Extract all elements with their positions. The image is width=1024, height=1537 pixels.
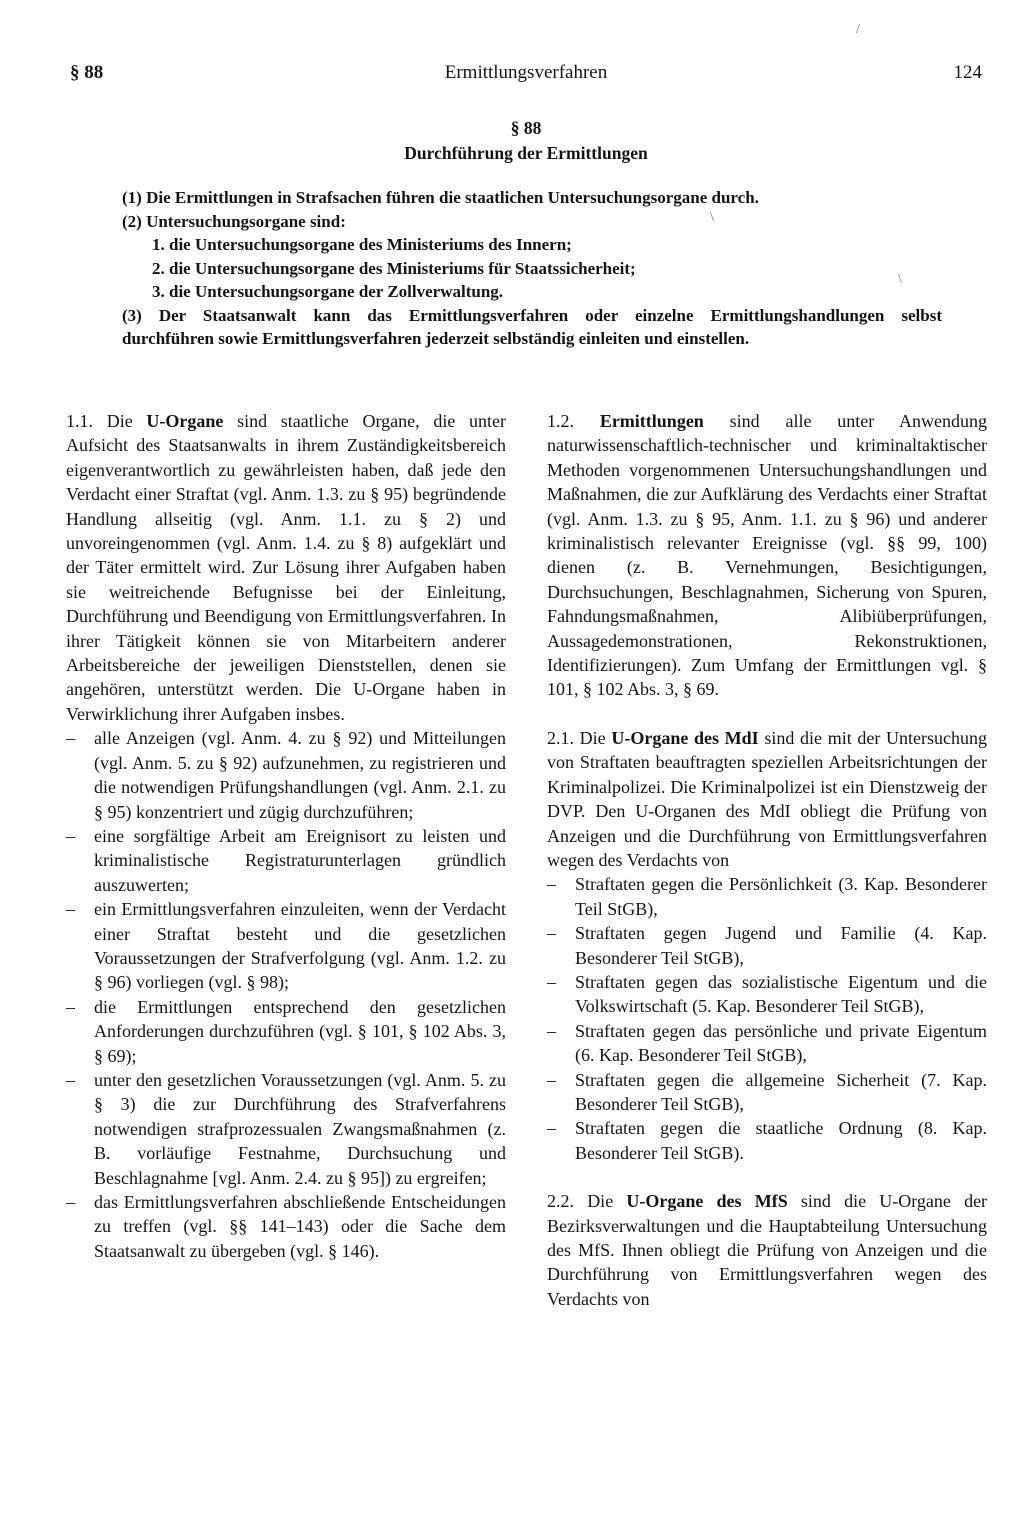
- annotation-term: U-Organe: [146, 411, 224, 431]
- dash-icon: –: [547, 1118, 556, 1139]
- dash-icon: –: [547, 874, 556, 895]
- list-item: – ein Ermittlungsverfahren einzuleiten, wenn der Verdacht einer Straftat besteht und die gesetzlichen Voraussetzungen der Strafverfolgung (vgl. Anm. 1.2. zu § 96) vorliegen (vgl. § 98);: [66, 899, 506, 993]
- dash-icon: –: [547, 923, 556, 944]
- dash-icon: –: [66, 899, 75, 920]
- statute-paragraph-3-line-2: durchführen sowie Ermittlungsverfahren jederzeit selbständig einleiten und einstellen.: [122, 329, 750, 348]
- dash-icon: –: [66, 1069, 75, 1090]
- annotation-2-1: [547, 726, 987, 872]
- list-item: – das Ermittlungsverfahren abschließende Entscheidungen zu treffen (vgl. §§ 141–143) oder die Sache dem Staatsanwalt zu übergeben (vgl. § 146).: [66, 1192, 506, 1261]
- list-item: – Straftaten gegen das persönliche und private Eigentum (6. Kap. Besonderer Teil StGB),: [547, 1020, 987, 1066]
- list-item: – Straftaten gegen die Persönlichkeit (3. Kap. Besonderer Teil StGB),: [547, 874, 987, 919]
- statute-number: § 88: [510, 118, 542, 138]
- scan-mark: /: [856, 22, 860, 37]
- list-item: – Straftaten gegen die allgemeine Sicherheit (7. Kap. Besonderer Teil StGB),: [547, 1069, 987, 1114]
- list-item: – eine sorgfältige Arbeit am Ereignisort zu leisten und kriminalistische Registraturunterlagen gründlich auszuwerten;: [66, 825, 506, 895]
- dash-icon: –: [66, 825, 75, 846]
- annotation-text: sind die U-Organe der Bezirksverwaltungen und die Hauptabteilung Untersuchung des MfS. Ihnen obliegt die Prüfung von Anzeigen und die Durchführung von Ermittlungsverfahren wegen des Verdachts von: [547, 1191, 988, 1309]
- dash-icon: –: [547, 1020, 556, 1041]
- running-header: [70, 62, 982, 88]
- offences-list: [547, 872, 987, 1165]
- annotation-intro: Die: [106, 411, 133, 431]
- annotation-intro: Die: [587, 1191, 614, 1212]
- list-item: – Straftaten gegen Jugend und Familie (4. Kap. Besonderer Teil StGB),: [547, 923, 987, 968]
- dash-icon: –: [547, 1069, 556, 1090]
- annotation-number: 1.2.: [547, 411, 574, 431]
- commentary-left-column: [66, 409, 506, 1263]
- statute-paragraph-3-line-1: (3) Der Staatsanwalt kann das Ermittlungsverfahren oder einzelne Ermittlungshandlungen selbst: [122, 305, 942, 325]
- statute-text: [122, 186, 942, 351]
- statute-title: Durchführung der Ermittlungen: [404, 143, 648, 163]
- statute-heading: [70, 116, 982, 166]
- statute-paragraph-1: (1) Die Ermittlungen in Strafsachen führen die staatlichen Untersuchungsorgane durch.: [122, 188, 759, 207]
- dash-icon: –: [66, 728, 75, 749]
- annotation-term: Ermittlungen: [599, 411, 704, 431]
- header-section-number: § 88: [70, 62, 104, 83]
- header-chapter-title: Ermittlungsverfahren: [444, 62, 608, 83]
- commentary-right-column: [547, 409, 987, 1311]
- list-item: – Straftaten gegen die staatliche Ordnung (8. Kap. Besonderer Teil StGB).: [547, 1118, 987, 1163]
- statute-paragraph-2: (2) Untersuchungsorgane sind:: [122, 211, 346, 231]
- page-number: 124: [953, 62, 982, 83]
- annotation-text: sind staatliche Organe, die unter Aufsicht des Staatsanwalts in ihrem Zuständigkeitsbereich eigenverantwortlich zu gewährleisten haben, daß jede den Verdacht einer Straftat (vgl. Anm. 1.3. zu § 95) begründende Handlung allseitig (vgl. Anm. 1.1. zu § 2) und unvoreingenommen (vgl. Anm. 1.4. zu § 8) aufgeklärt und der Täter ermittelt wird. Zur Lösung ihrer Aufgaben haben sie weitreichende Befugnisse bei der Einleitung, Durchführung und Beendigung von Ermittlungsverfahren. In ihrer Tätigkeit können sie von Mitarbeitern anderer Arbeitsbereiche der jeweiligen Dienststellen, denen sie angehören, unterstützt werden. Die U-Organe haben in Verwirklichung ihrer Aufgaben insbes.: [66, 411, 506, 724]
- dash-icon: –: [66, 996, 75, 1017]
- list-item: – alle Anzeigen (vgl. Anm. 4. zu § 92) und Mitteilungen (vgl. Anm. 5. zu § 92) aufzunehmen, zu registrieren und die notwendigen Prüfungshandlungen (vgl. Anm. 2.1. zu § 95) konzentriert und zügig durchzuführen;: [66, 728, 506, 822]
- statute-list-item: 2. die Untersuchungsorgane des Ministeriums für Staatssicherheit;: [152, 258, 636, 278]
- statute-list-item: 1. die Untersuchungsorgane des Ministeriums des Innern;: [152, 235, 572, 254]
- annotation-1-2: [547, 409, 987, 702]
- scan-mark: \: [898, 272, 902, 287]
- annotation-number: 2.1.: [547, 727, 574, 748]
- annotation-1-1: [66, 409, 506, 726]
- annotation-number: 1.1.: [66, 411, 93, 431]
- statute-list-item: 3. die Untersuchungsorgane der Zollverwaltung.: [152, 282, 504, 301]
- annotation-term: U-Organe des MdI: [611, 727, 759, 748]
- list-item: – unter den gesetzlichen Voraussetzungen (vgl. Anm. 5. zu § 3) die zur Durchführung des Strafverfahrens notwendigen strafprozessualen Zwangsmaßnahmen (z. B. vorläufige Festnahme, Durchsuchung und Beschlagnahme [vgl. Anm. 2.4. zu § 95]) zu ergreifen;: [66, 1069, 506, 1188]
- annotation-text: sind die mit der Untersuchung von Straftaten beauftragten speziellen Arbeitsrichtungen der Kriminalpolizei. Die Kriminalpolizei ist ein Dienstzweig der DVP. Den U-Organen des MdI obliegt die Prüfung von Anzeigen und die Durchführung von Ermittlungsverfahren wegen des Verdachts von: [547, 727, 987, 870]
- scan-mark: \: [710, 210, 714, 225]
- annotation-text: sind alle unter Anwendung naturwissenschaftlich-technischer und kriminaltaktischer Methoden vorgenommenen Untersuchungshandlungen und Maßnahmen, die zur Aufklärung des Verdachts einer Straftat (vgl. Anm. 1.3. zu § 95, Anm. 1.1. zu § 96) und anderer kriminalistisch relevanter Ereignisse (vgl. §§ 99, 100) dienen (z. B. Vernehmungen, Besichtigungen, Durchsuchungen, Beschlagnahmen, Sicherung von Spuren, Fahndungsmaßnahmen, Alibiüberprüfungen, Aussagedemonstrationen, Rekonstruktionen, Identifizierungen). Zum Umfang der Ermittlungen vgl. § 101, § 102 Abs. 3, § 69.: [547, 411, 988, 700]
- duties-list: [66, 726, 506, 1263]
- dash-icon: –: [547, 971, 556, 992]
- annotation-2-2: [547, 1189, 987, 1311]
- list-item: – Straftaten gegen das sozialistische Eigentum und die Volkswirtschaft (5. Kap. Besonderer Teil StGB),: [547, 971, 987, 1017]
- dash-icon: –: [66, 1192, 75, 1212]
- annotation-term: U-Organe des MfS: [626, 1191, 788, 1212]
- annotation-intro: Die: [579, 727, 606, 748]
- annotation-number: 2.2.: [547, 1191, 574, 1212]
- list-item: – die Ermittlungen entsprechend den gesetzlichen Anforderungen durchzuführen (vgl. § 101, § 102 Abs. 3, § 69);: [66, 996, 506, 1066]
